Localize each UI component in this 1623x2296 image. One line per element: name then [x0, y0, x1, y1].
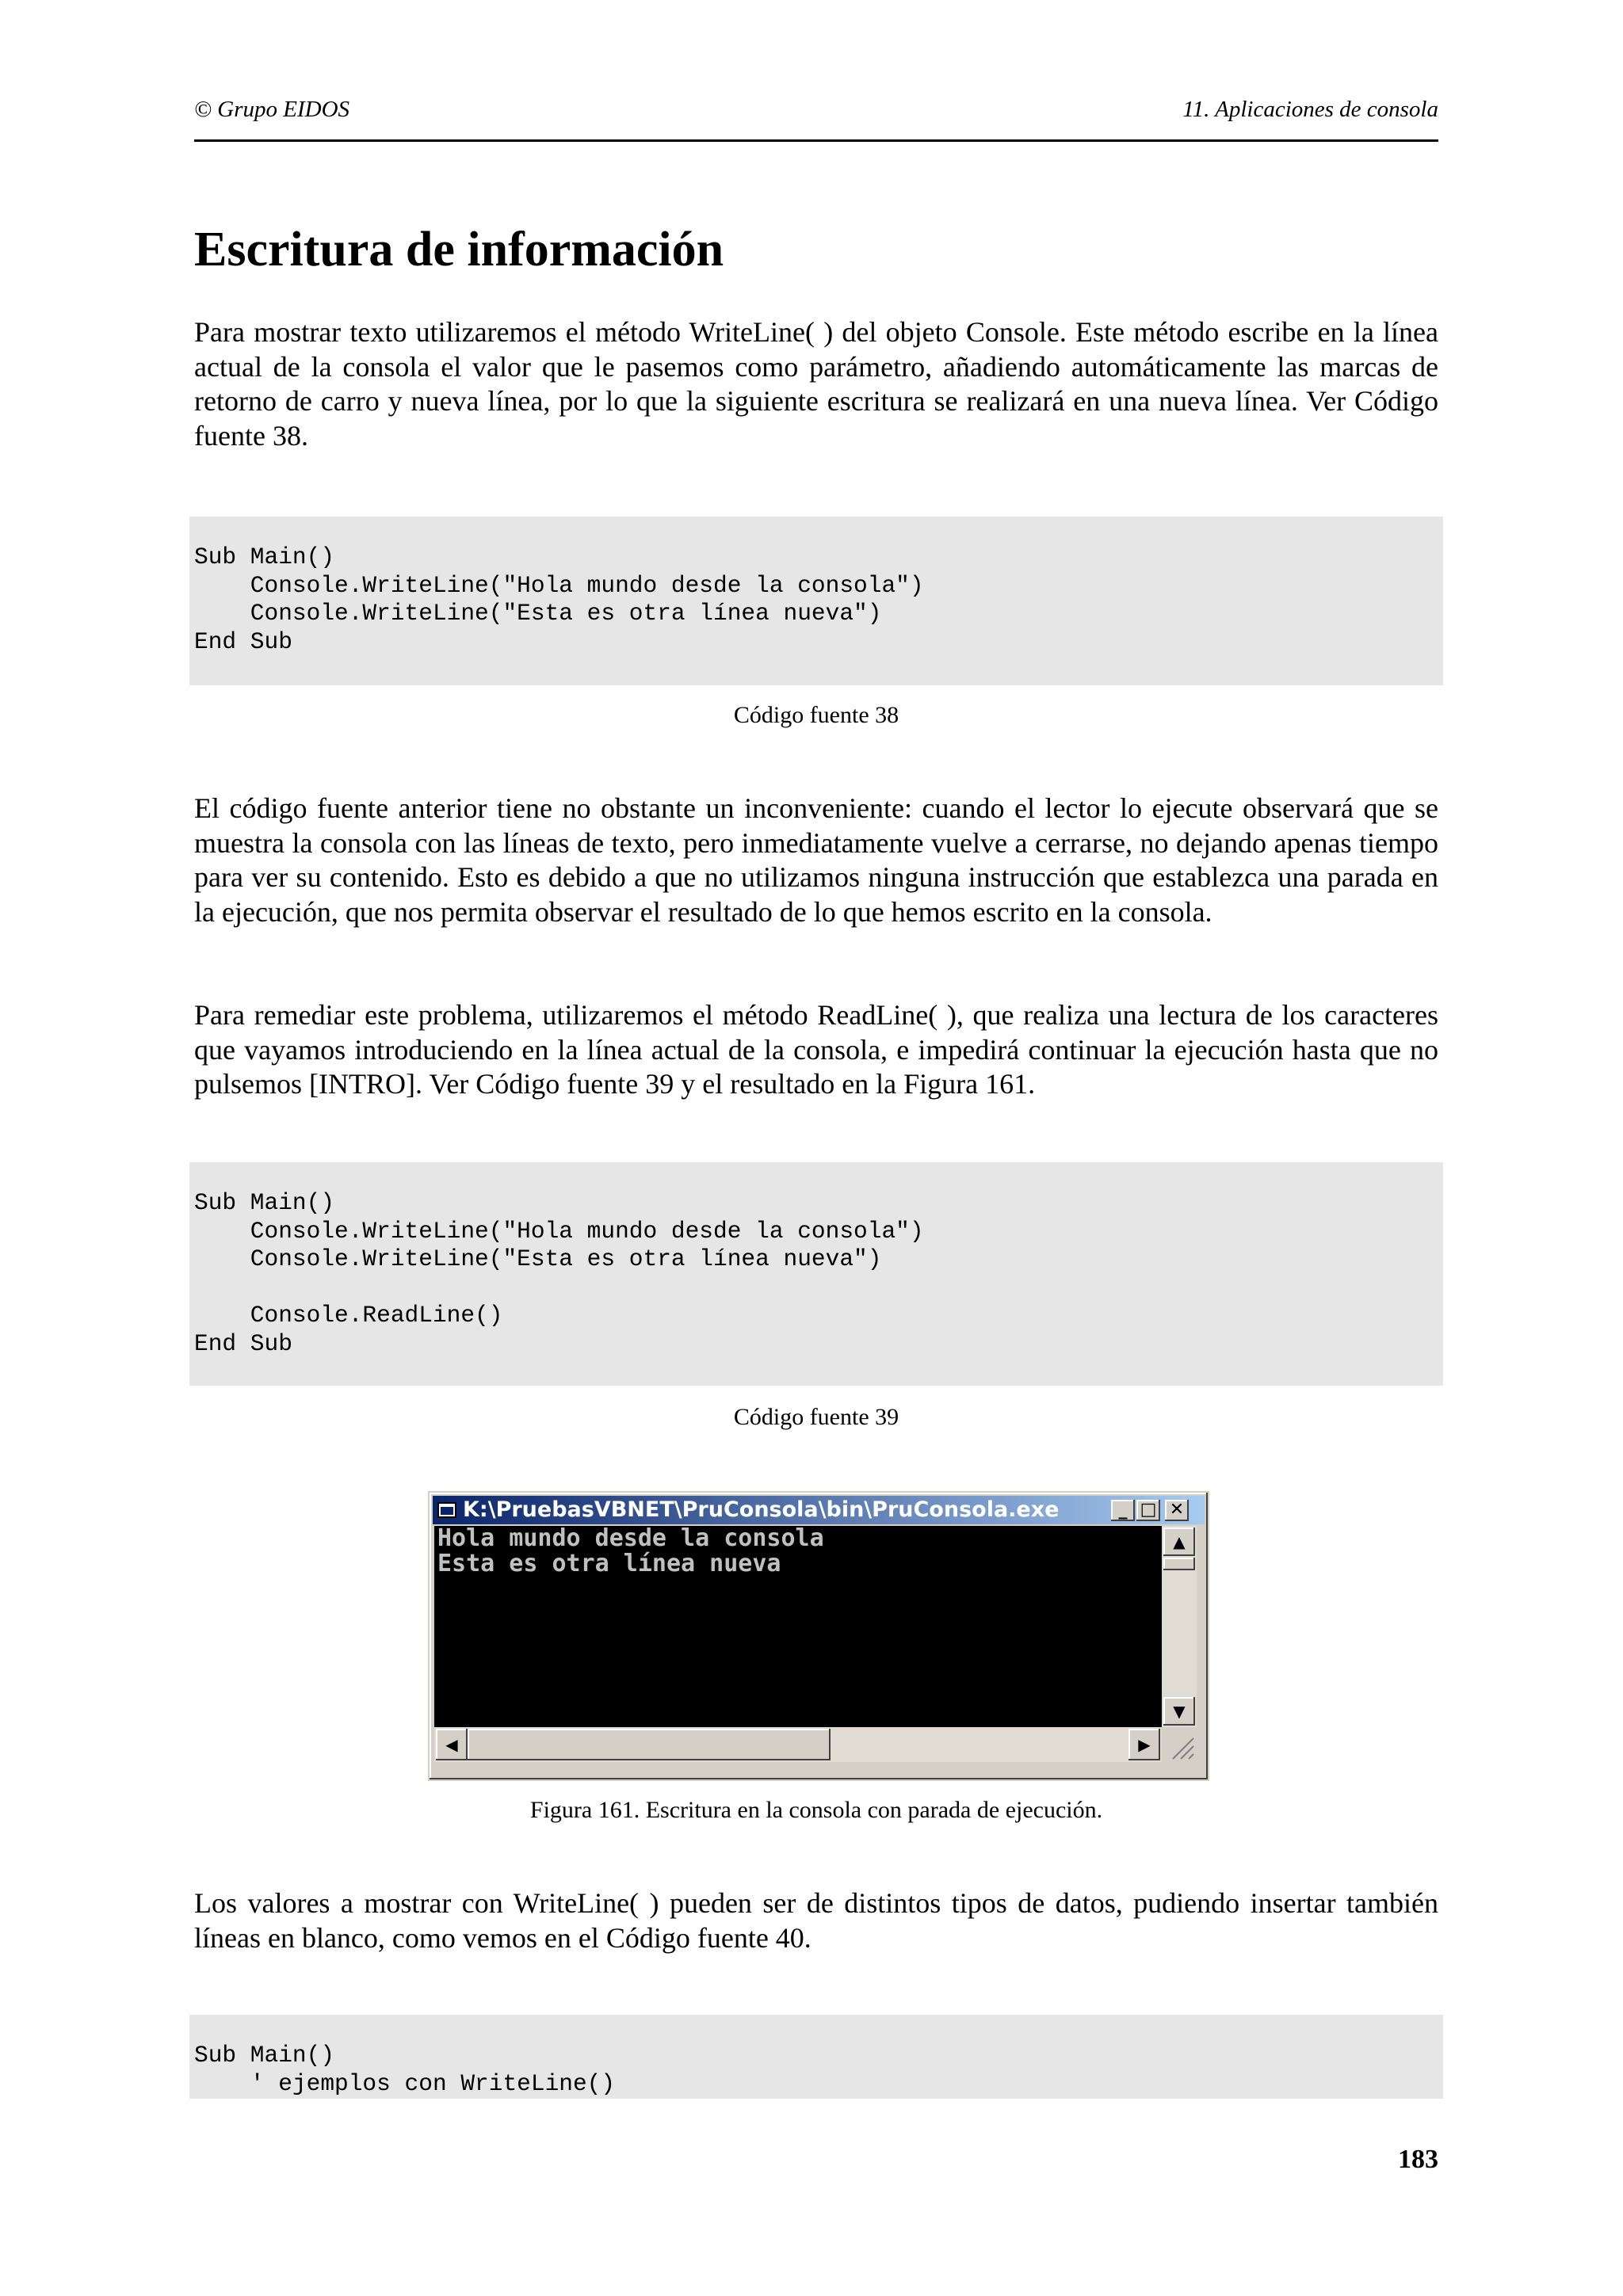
code-block-38 — [189, 517, 1443, 685]
vertical-scrollbar[interactable] — [1162, 1526, 1197, 1727]
horizontal-scroll-thumb[interactable] — [468, 1729, 831, 1760]
console-line-1: Hola mundo desde la consola — [437, 1524, 824, 1552]
section-title: Escritura de información — [194, 223, 724, 277]
page-number: 183 — [1398, 2145, 1438, 2174]
close-button[interactable]: ✕ — [1165, 1500, 1189, 1521]
caption-code-39: Código fuente 39 — [733, 1404, 899, 1430]
console-window — [428, 1491, 1209, 1781]
caption-code-38: Código fuente 38 — [733, 702, 899, 728]
code-text-40: Sub Main() ' ejemplos con WriteLine() — [194, 2042, 616, 2097]
maximize-button[interactable]: □ — [1136, 1500, 1160, 1521]
resize-grip-icon[interactable] — [1162, 1727, 1197, 1762]
scroll-right-button[interactable]: ▶ — [1128, 1729, 1160, 1760]
code-block-39 — [189, 1162, 1443, 1386]
paragraph-1: Para mostrar texto utilizaremos el método WriteLine( ) del objeto Console. Este método escribe en la línea actual de la consola el valor que le pasemos como parámetro, añadiendo automáticamente las marcas de retorno de carro y nueva línea, por lo que la siguiente escritura se realizará en una nueva línea. Ver Código fuente 38. — [194, 316, 1438, 452]
console-title: K:\PruebasVBNET\PruConsola\bin\PruConsola.exe — [463, 1497, 1060, 1522]
code-text-38: Sub Main() Console.WriteLine("Hola mundo desde la consola") Console.WriteLine("Esta es otra línea nueva") End Sub — [194, 543, 924, 655]
paragraph-3: Para remediar este problema, utilizaremos el método ReadLine( ), que realiza una lectura de los caracteres que vayamos introduciendo en la línea actual de la consola, e impedirá continuar la ejecución hasta que no pulsemos [INTRO]. Ver Código fuente 39 y el resultado en la Figura 161. — [194, 999, 1438, 1100]
running-header — [194, 95, 1438, 142]
header-publisher: © Grupo EIDOS — [194, 97, 350, 122]
horizontal-scrollbar[interactable] — [434, 1727, 1162, 1762]
paragraph-4: Los valores a mostrar con WriteLine( ) pueden ser de distintos tipos de datos, pudiendo insertar también líneas en blanco, como vemos en el Código fuente 40. — [194, 1887, 1438, 1954]
vertical-scroll-thumb[interactable] — [1163, 1558, 1195, 1570]
header-chapter: 11. Aplicaciones de consola — [1182, 97, 1438, 122]
minimize-button[interactable]: _ — [1111, 1500, 1135, 1521]
console-output — [434, 1526, 1162, 1727]
resize-grip-lines — [1162, 1727, 1197, 1762]
caption-figure-161: Figura 161. Escritura en la consola con parada de ejecución. — [529, 1797, 1103, 1823]
scroll-left-button[interactable]: ◀ — [436, 1729, 468, 1760]
scroll-down-button[interactable]: ▼ — [1163, 1697, 1195, 1726]
scroll-up-button[interactable]: ▲ — [1163, 1527, 1195, 1556]
code-block-40 — [189, 2015, 1443, 2099]
code-text-39: Sub Main() Console.WriteLine("Hola mundo desde la consola") Console.WriteLine("Esta es otra línea nueva") Console.ReadLine() End Sub — [194, 1189, 924, 1357]
console-titlebar[interactable] — [433, 1496, 1205, 1524]
paragraph-2: El código fuente anterior tiene no obstante un inconveniente: cuando el lector lo ejecute observará que se muestra la consola con las líneas de texto, pero inmediatamente vuelve a cerrarse, no dejando apenas tiempo para ver su contenido. Esto es debido a que no utilizamos ninguna instrucción que establezca una parada en la ejecución, que nos permita observar el resultado de lo que hemos escrito en la consola. — [194, 792, 1438, 928]
console-app-icon[interactable] — [437, 1502, 456, 1518]
console-line-2: Esta es otra línea nueva — [437, 1550, 781, 1577]
